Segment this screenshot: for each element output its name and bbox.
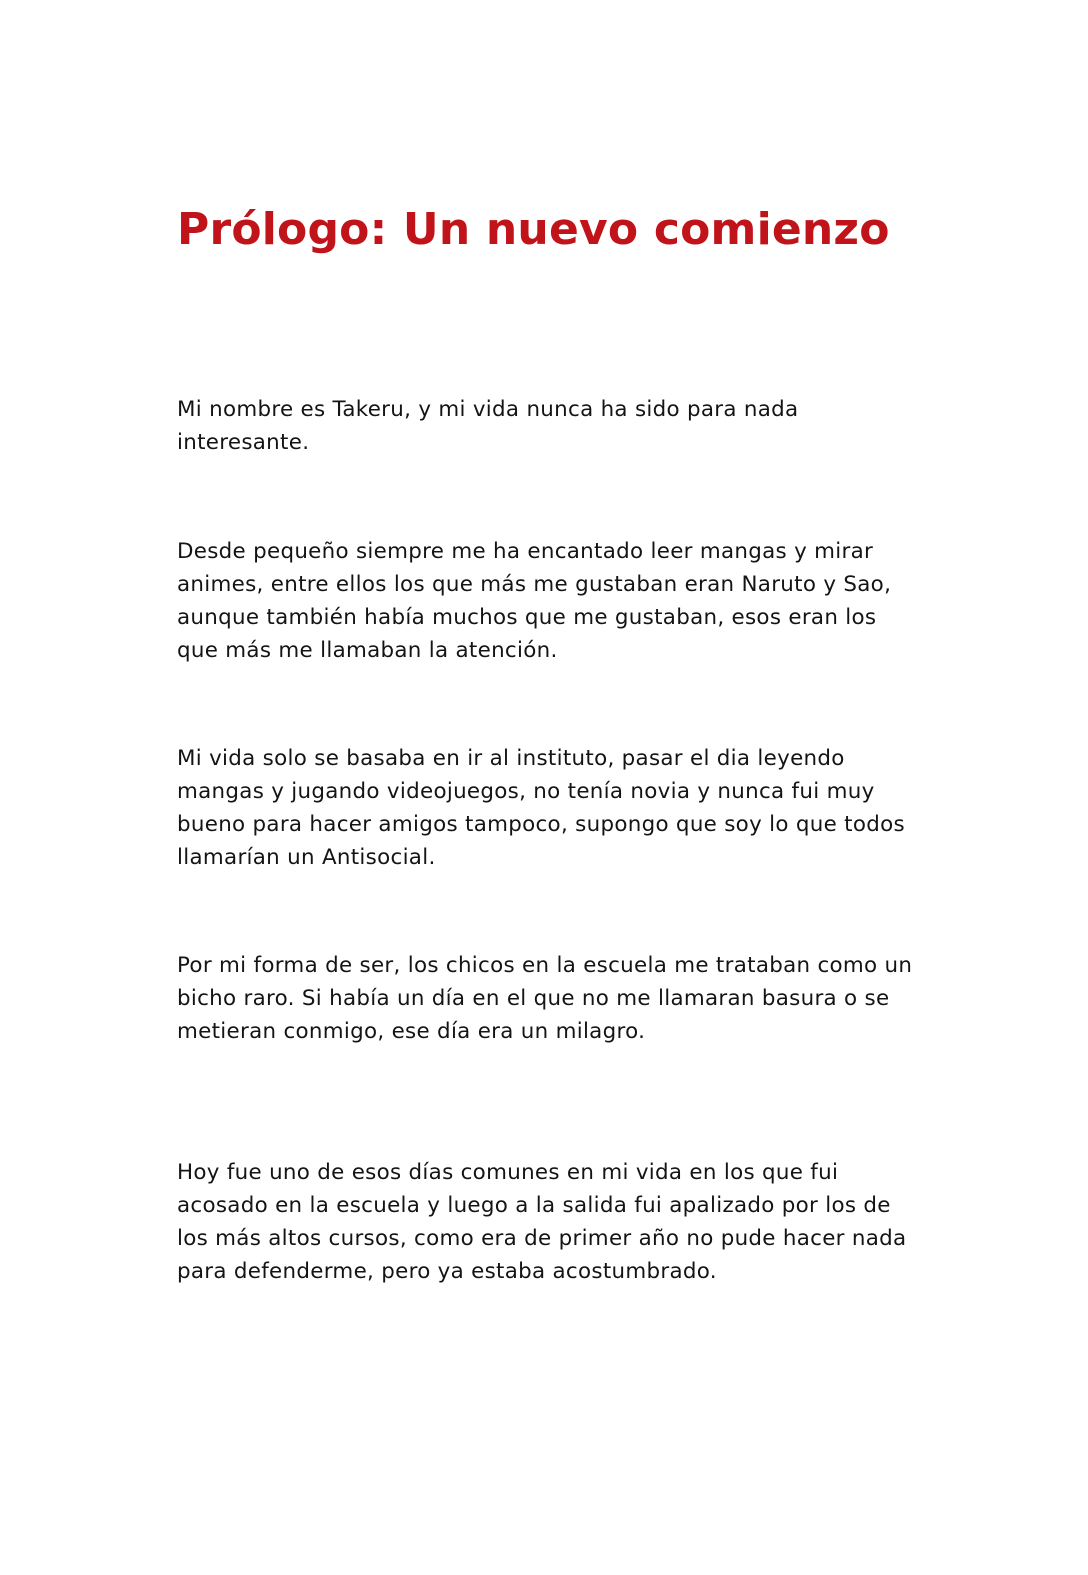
chapter-title: Prólogo: Un nuevo comienzo bbox=[177, 204, 890, 255]
paragraph-1: Mi nombre es Takeru, y mi vida nunca ha sido para nada interesante. bbox=[177, 397, 799, 455]
paragraph-3: Mi vida solo se basaba en ir al instituto, pasar el dia leyendo mangas y jugando videojuegos, no tenía novia y nunca fui muy bueno para hacer amigos tampoco, supongo que soy lo que todos llamarían un Antisocial. bbox=[177, 746, 905, 870]
paragraph-4: Por mi forma de ser, los chicos en la escuela me trataban como un bicho raro. Si había un día en el que no me llamaran basura o se metieran conmigo, ese día era un milagro. bbox=[177, 953, 913, 1044]
paragraph-2: Desde pequeño siempre me ha encantado leer mangas y mirar animes, entre ellos los que más me gustaban eran Naruto y Sao, aunque también había muchos que me gustaban, esos eran los que más me llamaban la atención. bbox=[177, 539, 892, 663]
paragraph-5: Hoy fue uno de esos días comunes en mi vida en los que fui acosado en la escuela y luego a la salida fui apalizado por los de los más altos cursos, como era de primer año no pude hacer nada para defenderme, pero ya estaba acostumbrado. bbox=[177, 1160, 907, 1284]
